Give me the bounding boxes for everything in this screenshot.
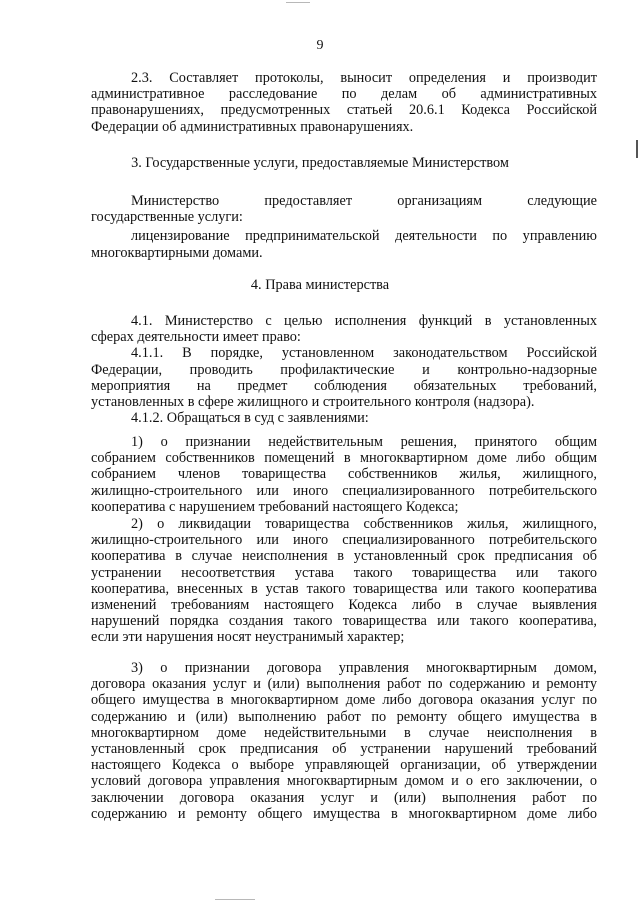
text-line: многоквартирными домами.: [91, 244, 263, 261]
scan-edge-mark: [636, 140, 638, 158]
text-line: 4.1.1. В порядке, установленном законодательством Российской: [131, 345, 597, 362]
list-item-1: [91, 434, 597, 515]
paragraph-4-1: [91, 313, 597, 426]
text-line: 4.1.2. Обращаться в суд с заявлениями:: [131, 410, 369, 427]
text-line: лицензирование предпринимательской деятельности по управлению: [131, 228, 597, 245]
text-line: настоящего Кодекса о выборе управляющей организации, об утверждении: [91, 757, 597, 774]
text-line: общего имущества в многоквартирном доме либо договора оказания услуг по: [91, 692, 597, 709]
text-line: 3) о признании договора управления многоквартирным домом,: [131, 660, 597, 676]
text-line: кооператива в случае неисполнения в установленный срок предписания об: [91, 548, 597, 565]
text-line: Министерство предоставляет организациям следующие: [131, 193, 597, 209]
scan-speck: [286, 2, 310, 3]
text-line: сферах деятельности имеет право:: [91, 329, 301, 346]
text-line: жилищно-строительного или иного специализированного потребительского: [91, 532, 597, 549]
section-heading-4: 4. Права министерства: [250, 277, 390, 293]
text-line: 4.1. Министерство с целью исполнения функций в установленных: [131, 313, 597, 329]
text-line: содержанию и (или) выполнению работ по ремонту общего имущества в: [91, 708, 597, 725]
paragraph-2-3: [91, 70, 597, 135]
text-line: заключении договора оказания услуг и (или) выполнения работ по: [91, 789, 597, 806]
text-line: устранении несоответствия устава такого товарищества или такого: [91, 564, 597, 581]
text-line: установленный срок предписания об устранении нарушений требований: [91, 740, 597, 757]
text-line: правонарушениях, предусмотренных статьей 20.6.1 Кодекса Российской: [91, 102, 597, 119]
text-line: кооператива, внесенных в устав такого товарищества или такого кооператива: [91, 580, 597, 597]
text-line: 1) о признании недействительным решения, принятого общим: [131, 434, 597, 450]
text-line: жилищно-строительного или иного специализированного потребительского: [91, 482, 597, 499]
text-line: Федерации об административных правонарушениях.: [91, 118, 414, 135]
text-line: мероприятия на предмет соблюдения обязательных требований,: [91, 377, 597, 394]
text-line: установленных в сфере жилищного и строительного контроля (надзора).: [91, 393, 535, 410]
text-line: многоквартирном доме недействительными в случае неисполнения в: [91, 724, 597, 741]
text-line: Федерации, проводить профилактические и контрольно-надзорные: [91, 361, 597, 378]
text-line: административное расследование по делам об административных: [91, 86, 597, 103]
text-line: государственные услуги:: [91, 209, 243, 226]
text-line: содержанию и ремонту общего имущества в многоквартирном доме либо: [91, 805, 597, 822]
paragraph-services: [91, 193, 597, 261]
text-line: изменений требованиям настоящего Кодекса либо в случае выявления: [91, 596, 597, 613]
text-line: если эти нарушения носят неустранимый характер;: [91, 629, 405, 646]
section-heading-3: 3. Государственные услуги, предоставляемые Министерством: [131, 155, 509, 171]
scan-speck: [215, 899, 255, 900]
text-line: собранием собственников помещений в многоквартирном доме либо общим: [91, 450, 597, 467]
text-line: 2.3. Составляет протоколы, выносит определения и производит: [131, 70, 597, 86]
list-item-3: [91, 660, 597, 822]
text-line: договора оказания услуг и (или) выполнения работ по содержанию и ремонту: [91, 676, 597, 693]
text-line: кооператива с нарушением требований настоящего Кодекса;: [91, 498, 459, 515]
text-line: собранием членов товарищества собственников жилья, жилищного,: [91, 466, 597, 483]
text-line: условий договора управления многоквартирным домом и о его заключении, о: [91, 773, 597, 790]
page-number: 9: [316, 38, 324, 53]
list-item-2: [91, 516, 597, 646]
text-line: нарушений порядка создания такого товарищества или такого кооператива,: [91, 613, 597, 630]
text-line: 2) о ликвидации товарищества собственников жилья, жилищного,: [131, 516, 597, 532]
